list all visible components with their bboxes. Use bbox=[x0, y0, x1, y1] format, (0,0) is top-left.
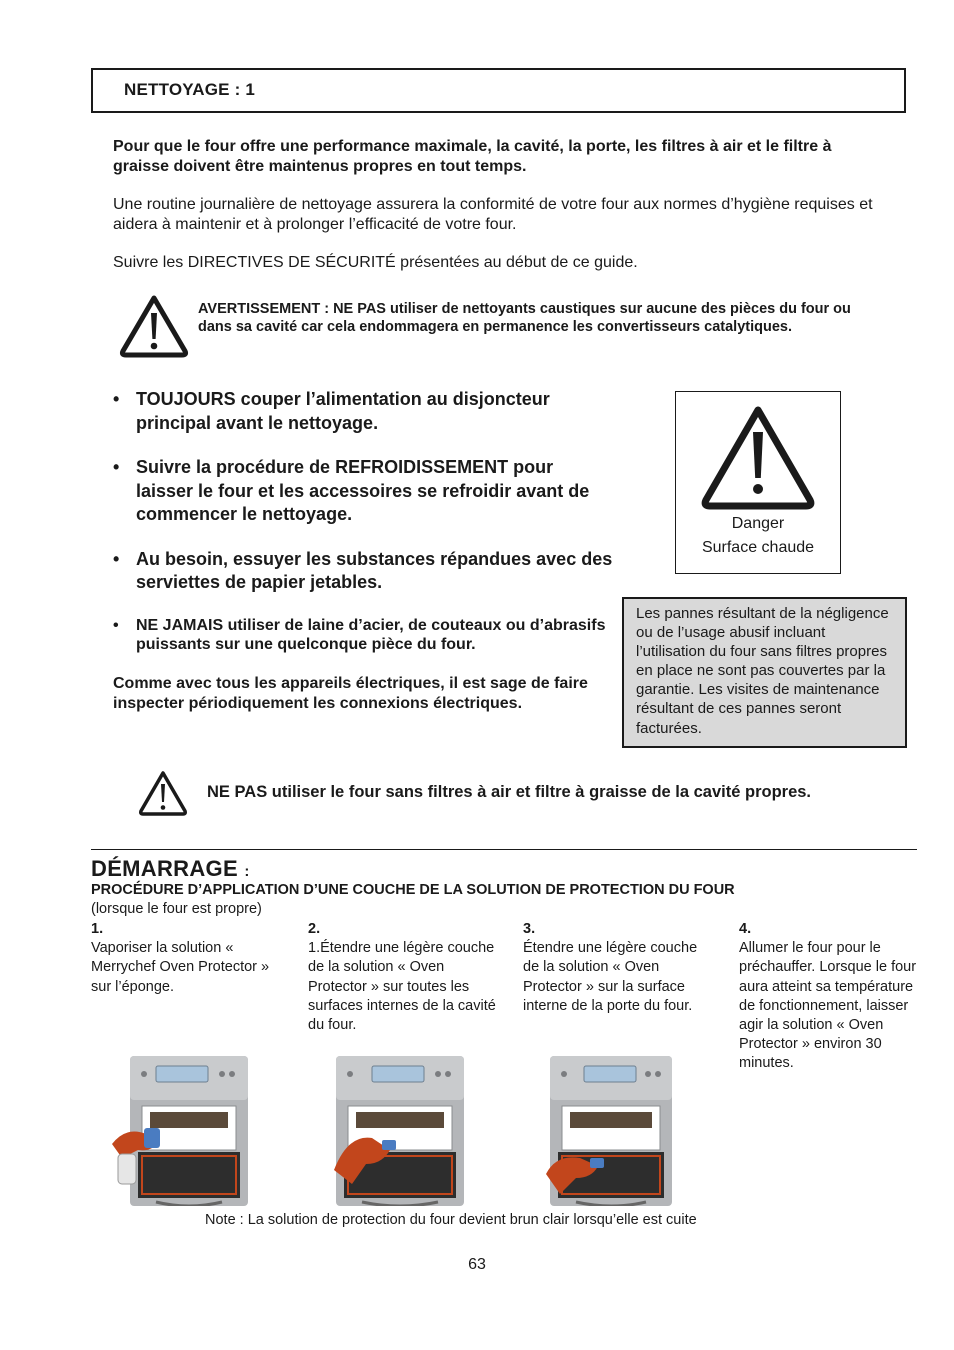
danger-label: Danger bbox=[731, 515, 785, 532]
warranty-notice-box bbox=[622, 597, 907, 748]
step-number: 2. bbox=[308, 921, 321, 937]
bullet-dot: • bbox=[113, 548, 120, 569]
page-number: 63 bbox=[468, 1256, 486, 1273]
bullet-text: NE JAMAIS utiliser de laine d’acier, de couteaux ou d’abrasifs puissants sur une quelconque pièce du four. bbox=[136, 616, 606, 653]
bullet-text: Au besoin, essuyer les substances répandues avec des serviettes de papier jetables. bbox=[136, 548, 613, 592]
step-text: Allumer le four pour le préchauffer. Lorsque le four aura atteint sa température de fonctionnement, laisser agir la solution « Oven Protector » environ 30 minutes. bbox=[739, 940, 917, 1072]
list-item bbox=[113, 616, 613, 655]
warning-triangle-icon bbox=[117, 291, 191, 359]
step-text: Étendre une légère couche de la solution « Oven Protector » sur la surface interne de la porte du four. bbox=[523, 940, 698, 1014]
filter-warning: NE PAS utiliser le four sans filtres à air et filtre à graisse de la cavité propres. bbox=[207, 783, 812, 801]
section-title: NETTOYAGE : 1 bbox=[124, 80, 256, 99]
list-item bbox=[113, 548, 613, 595]
bullet-text: TOUJOURS couper l’alimentation au disjoncteur principal avant le nettoyage. bbox=[136, 389, 550, 433]
oven-door-photo bbox=[546, 1054, 686, 1206]
bullet-dot: • bbox=[113, 389, 120, 409]
step-3 bbox=[523, 920, 713, 1016]
startup-title: DÉMARRAGE bbox=[91, 856, 238, 881]
startup-colon: : bbox=[244, 863, 250, 880]
bullet-text: Suivre la procédure de REFROIDISSEMENT pour laisser le four et les accessoires se refroidir avant de commencer le nettoyage. bbox=[136, 457, 590, 524]
oven-cavity-photo bbox=[332, 1054, 472, 1206]
caustic-cleaner-warning: AVERTISSEMENT : NE PAS utiliser de nettoyants caustiques sur aucune des pièces du four ou dans sa cavité car cela endommagera en permanence les convertisseurs catalytiques. bbox=[198, 301, 851, 335]
list-item bbox=[113, 456, 613, 527]
warranty-notice-text: Les pannes résultant de la négligence ou de l’usage abusif incluant l’utilisation du four sans filtres propres en place ne sont pas couvertes par la garantie. Les visites de maintenance résultant de ces pannes seront facturées. bbox=[636, 605, 889, 737]
bullet-dot: • bbox=[113, 616, 119, 634]
intro-paragraph-safety: Suivre les DIRECTIVES DE SÉCURITÉ présentées au début de ce guide. bbox=[113, 254, 638, 271]
step-1 bbox=[91, 920, 291, 997]
step-number: 1. bbox=[91, 921, 104, 937]
section-header-box bbox=[91, 68, 906, 113]
startup-heading bbox=[91, 856, 250, 882]
bullet-dot: • bbox=[113, 457, 120, 477]
hot-surface-label: Surface chaude bbox=[701, 539, 815, 556]
protector-color-note: Note : La solution de protection du four devient brun clair lorsqu’elle est cuite bbox=[205, 1212, 697, 1228]
step-text: Vaporiser la solution « Merrychef Oven Protector » sur l’éponge. bbox=[91, 940, 270, 995]
warning-triangle-icon bbox=[137, 769, 189, 817]
procedure-heading: PROCÉDURE D’APPLICATION D’UNE COUCHE DE LA SOLUTION DE PROTECTION DU FOUR bbox=[91, 882, 735, 898]
step-2 bbox=[308, 920, 498, 1035]
intro-paragraph-routine: Une routine journalière de nettoyage assurera la conformité de votre four aux normes d’hygiène requises et aidera à maintenir et à prolonger l’efficacité de votre four. bbox=[113, 196, 873, 233]
step-4 bbox=[739, 920, 929, 1074]
list-item bbox=[113, 388, 613, 435]
step-number: 3. bbox=[523, 921, 536, 937]
warning-triangle-icon bbox=[698, 402, 818, 512]
intro-bold-paragraph: Pour que le four offre une performance maximale, la cavité, la porte, les filtres à air et le filtre à graisse doivent être maintenus propres en tout temps. bbox=[113, 138, 832, 175]
step-text: 1.Étendre une légère couche de la solution « Oven Protector » sur toutes les surfaces internes de la cavité du four. bbox=[308, 940, 496, 1034]
oven-spray-photo bbox=[112, 1054, 252, 1206]
hot-surface-danger-box bbox=[675, 391, 841, 574]
electrical-inspection-note: Comme avec tous les appareils électriques, il est sage de faire inspecter périodiquement les connexions électriques. bbox=[113, 675, 588, 712]
step-number: 4. bbox=[739, 921, 752, 937]
procedure-condition: (lorsque le four est propre) bbox=[91, 901, 262, 917]
section-divider bbox=[91, 849, 917, 850]
safety-bullet-list bbox=[113, 388, 613, 655]
